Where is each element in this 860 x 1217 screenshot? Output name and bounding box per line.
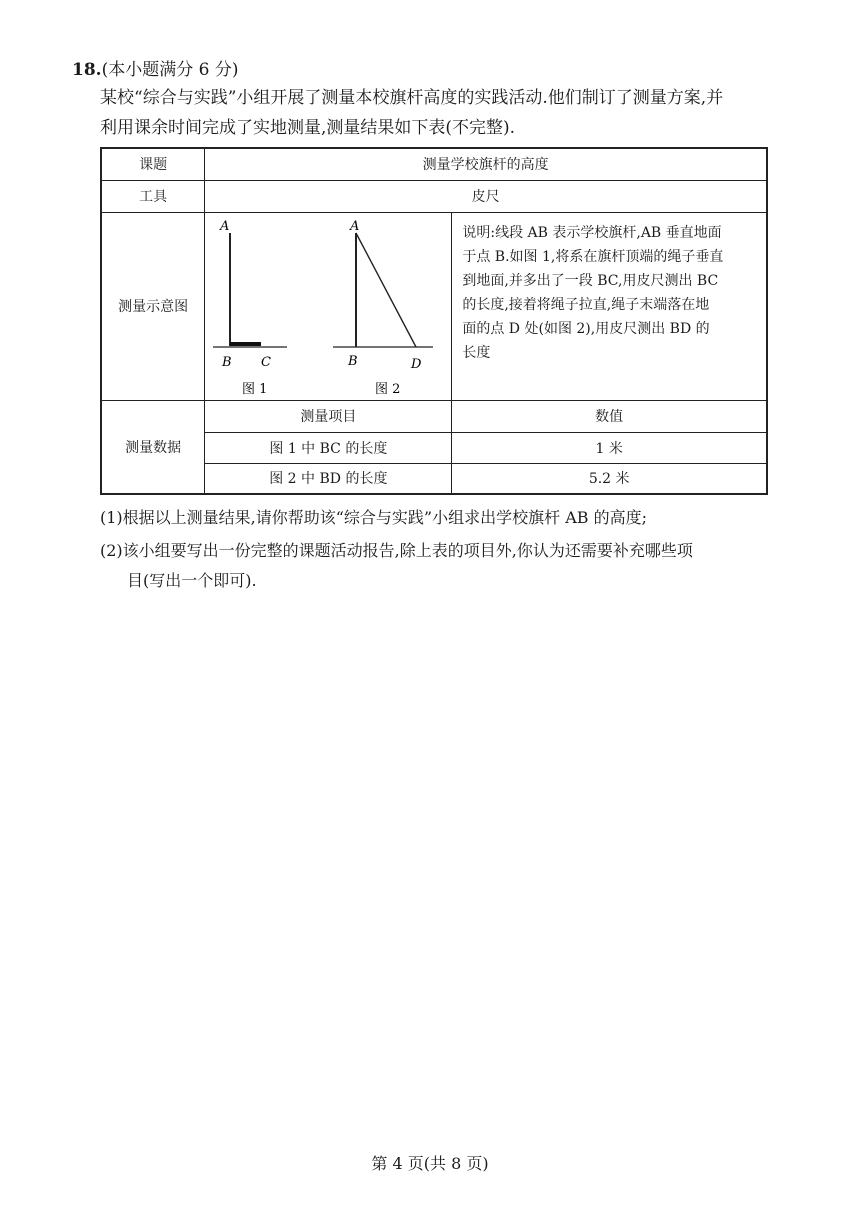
row-value: 5.2 米 bbox=[452, 463, 767, 494]
description-line: 说明:线段 AB 表示学校旗杆,AB 垂直地面 bbox=[462, 224, 722, 241]
measurement-table bbox=[100, 147, 768, 495]
fig2-label-b: B bbox=[348, 354, 358, 369]
fig1-caption: 图 1 bbox=[242, 382, 268, 397]
values-header: 数值 bbox=[452, 400, 767, 432]
description-line: 长度 bbox=[462, 344, 491, 361]
sub-question-2-cont: 目(写出一个即可). bbox=[127, 571, 257, 590]
sub-question-1: (1)根据以上测量结果,请你帮助该“综合与实践”小组求出学校旗杆 AB 的高度; bbox=[100, 508, 647, 527]
measurement-diagrams bbox=[205, 213, 451, 399]
fig1-label-c: C bbox=[261, 355, 272, 370]
diagram-description bbox=[452, 212, 767, 400]
fig1-label-b: B bbox=[222, 355, 232, 370]
question-score: (本小题满分 6 分) bbox=[101, 60, 239, 80]
row-tool bbox=[101, 180, 767, 212]
tool-value: 皮尺 bbox=[205, 180, 767, 212]
description-line: 于点 B.如图 1,将系在旗杆顶端的绳子垂直 bbox=[462, 248, 724, 265]
intro-line-2: 利用课余时间完成了实地测量,测量结果如下表(不完整). bbox=[100, 118, 516, 138]
page-footer: 第 4 页(共 8 页) bbox=[371, 1154, 489, 1173]
fig2-label-d: D bbox=[411, 357, 422, 372]
row-diagram bbox=[101, 212, 767, 400]
intro-line-1: 某校“综合与实践”小组开展了测量本校旗杆高度的实践活动.他们制订了测量方案,并 bbox=[100, 88, 724, 108]
fig2-label-a: A bbox=[350, 219, 360, 234]
row-data-header bbox=[101, 400, 767, 432]
row-item: 图 1 中 BC 的长度 bbox=[205, 432, 452, 463]
row-item: 图 2 中 BD 的长度 bbox=[205, 463, 452, 494]
items-header: 测量项目 bbox=[205, 400, 452, 432]
row-value: 1 米 bbox=[452, 432, 767, 463]
data-label: 测量数据 bbox=[101, 400, 205, 494]
figure-1 bbox=[213, 219, 287, 397]
diagram-label: 测量示意图 bbox=[101, 212, 205, 400]
figure-2 bbox=[333, 219, 433, 397]
question-intro bbox=[100, 83, 790, 143]
question-number: 18. bbox=[72, 60, 102, 80]
description-line: 的长度,接着将绳子拉直,绳子末端落在地 bbox=[462, 296, 710, 313]
row-topic bbox=[101, 148, 767, 180]
topic-value: 测量学校旗杆的高度 bbox=[205, 148, 767, 180]
fig2-caption: 图 2 bbox=[375, 382, 401, 397]
topic-label: 课题 bbox=[101, 148, 205, 180]
question-header bbox=[72, 55, 238, 80]
fig1-label-a: A bbox=[220, 219, 230, 234]
sub-question-2: (2)该小组要写出一份完整的课题活动报告,除上表的项目外,你认为还需要补充哪些项 bbox=[100, 541, 693, 560]
description-line: 面的点 D 处(如图 2),用皮尺测出 BD 的 bbox=[462, 320, 710, 337]
tool-label: 工具 bbox=[101, 180, 205, 212]
diagram-cell bbox=[205, 212, 452, 400]
fig2-rope-ad bbox=[356, 233, 416, 347]
description-line: 到地面,并多出了一段 BC,用皮尺测出 BC bbox=[462, 272, 719, 289]
